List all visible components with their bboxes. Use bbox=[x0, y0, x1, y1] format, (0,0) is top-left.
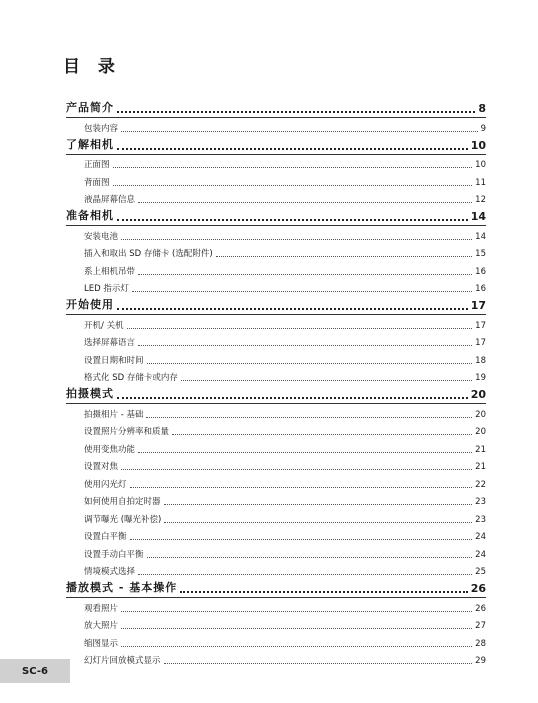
toc-section-title: 开始使用 bbox=[66, 298, 114, 311]
dot-leader bbox=[164, 517, 472, 523]
toc-entry-title: 安装电池 bbox=[84, 231, 119, 242]
toc-entry-title: 缩图显示 bbox=[84, 638, 119, 649]
toc-entry-page: 9 bbox=[480, 123, 486, 134]
toc-entry-title: 正面图 bbox=[84, 160, 110, 170]
toc-section[interactable] bbox=[66, 385, 486, 404]
toc-entry-page: 27 bbox=[475, 621, 486, 631]
dot-leader bbox=[127, 323, 473, 329]
toc-entry[interactable] bbox=[66, 172, 486, 190]
toc-entry-title: 如何使用自拍定时器 bbox=[84, 497, 161, 507]
toc-entry-page: 24 bbox=[475, 532, 486, 542]
toc-entry-title: 设置手动白平衡 bbox=[84, 549, 144, 560]
dot-leader bbox=[138, 197, 472, 203]
dot-leader bbox=[172, 429, 472, 435]
toc-entry-title: 设置白平衡 bbox=[84, 532, 127, 542]
toc-entry[interactable] bbox=[66, 404, 486, 422]
dot-leader bbox=[121, 126, 478, 132]
dot-leader bbox=[138, 569, 472, 575]
toc-entry[interactable] bbox=[66, 544, 486, 562]
dot-leader bbox=[146, 412, 472, 418]
toc-entry-title: 格式化 SD 存储卡或内存 bbox=[84, 373, 178, 383]
toc-entry-page: 23 bbox=[475, 514, 486, 525]
toc-section-title: 准备相机 bbox=[66, 209, 114, 222]
toc-entry[interactable] bbox=[66, 190, 486, 208]
toc-entry-title: 设置对焦 bbox=[84, 462, 119, 472]
dot-leader bbox=[117, 214, 468, 221]
toc-entry-page: 25 bbox=[475, 567, 486, 577]
toc-entry-title: 情境模式选择 bbox=[84, 567, 136, 577]
toc-section-title: 拍摄模式 bbox=[66, 387, 114, 400]
toc-entry[interactable] bbox=[66, 509, 486, 527]
toc-entry-title: 背面图 bbox=[84, 177, 110, 188]
dot-leader bbox=[117, 303, 468, 310]
toc-entry[interactable] bbox=[66, 527, 486, 545]
toc-entry-page: 23 bbox=[475, 497, 486, 507]
toc-entry[interactable] bbox=[66, 350, 486, 368]
toc-entry-page: 20 bbox=[475, 409, 486, 420]
dot-leader bbox=[121, 464, 472, 470]
toc-entry-page: 21 bbox=[475, 462, 486, 472]
toc-entry-title: 使用闪光灯 bbox=[84, 479, 127, 490]
toc-entry-title: 系上相机吊带 bbox=[84, 266, 136, 277]
dot-leader bbox=[117, 143, 468, 150]
toc-section[interactable] bbox=[66, 579, 486, 598]
toc-entry-page: 21 bbox=[475, 444, 486, 455]
toc-entry-title: 液晶屏幕信息 bbox=[84, 195, 136, 205]
dot-leader bbox=[180, 586, 467, 593]
toc-entry-title: 设置照片分辨率和质量 bbox=[84, 427, 170, 437]
dot-leader bbox=[117, 392, 468, 399]
toc-section-page: 10 bbox=[470, 138, 486, 152]
dot-leader bbox=[130, 534, 473, 540]
toc-section-title: 播放模式 - 基本操作 bbox=[66, 581, 178, 594]
dot-leader bbox=[147, 358, 473, 364]
toc-entry[interactable] bbox=[66, 155, 486, 173]
toc-section-title: 了解相机 bbox=[66, 137, 114, 151]
dot-leader bbox=[164, 658, 473, 664]
toc-entry[interactable] bbox=[66, 118, 486, 136]
dot-leader bbox=[113, 162, 473, 168]
toc-entry-title: 使用变焦功能 bbox=[84, 444, 136, 455]
toc-entry[interactable] bbox=[66, 492, 486, 510]
toc-section[interactable] bbox=[66, 136, 486, 155]
toc-section-page: 20 bbox=[470, 388, 486, 401]
toc-section[interactable] bbox=[66, 296, 486, 315]
toc-entry-title: 观看照片 bbox=[84, 603, 119, 614]
toc-entry-title: 放大照片 bbox=[84, 621, 119, 631]
toc-section-page: 26 bbox=[470, 582, 486, 595]
toc-entry-page: 16 bbox=[475, 266, 486, 277]
dot-leader bbox=[113, 180, 473, 186]
toc-entry-title: 选择屏幕语言 bbox=[84, 338, 136, 348]
dot-leader bbox=[130, 482, 473, 488]
toc-entry[interactable] bbox=[66, 333, 486, 351]
toc-section-page: 17 bbox=[470, 299, 486, 312]
toc-entry[interactable] bbox=[66, 261, 486, 279]
toc-entry[interactable] bbox=[66, 616, 486, 634]
toc-entry-title: 开机/ 关机 bbox=[84, 320, 124, 331]
toc-entry-page: 19 bbox=[475, 373, 486, 383]
toc-entry-page: 17 bbox=[475, 338, 486, 348]
toc-entry-page: 29 bbox=[475, 656, 486, 666]
toc-entry[interactable] bbox=[66, 598, 486, 616]
toc-entry-title: 调节曝光 (曝光补偿) bbox=[84, 514, 162, 525]
dot-leader bbox=[138, 447, 472, 453]
toc-entry-page: 11 bbox=[475, 177, 486, 188]
dot-leader bbox=[121, 234, 472, 240]
toc-section[interactable] bbox=[66, 99, 486, 118]
toc-entry-page: 17 bbox=[475, 320, 486, 331]
toc-entry-page: 15 bbox=[475, 249, 486, 259]
toc-entry[interactable] bbox=[66, 651, 486, 669]
page-title: 目 录 bbox=[63, 57, 121, 77]
toc-entry-page: 12 bbox=[475, 195, 486, 205]
dot-leader bbox=[164, 499, 473, 505]
toc-section-title: 产品简介 bbox=[66, 101, 114, 114]
toc-entry[interactable] bbox=[66, 279, 486, 297]
dot-leader bbox=[132, 286, 472, 292]
toc-entry-page: 28 bbox=[475, 638, 486, 649]
page-number-tab: SC-6 bbox=[0, 659, 70, 683]
toc-entry[interactable] bbox=[66, 474, 486, 492]
toc-entry-page: 16 bbox=[475, 284, 486, 294]
toc-entry-page: 14 bbox=[475, 231, 486, 242]
toc-section[interactable] bbox=[66, 207, 486, 226]
toc-entry-title: 幻灯片回放模式显示 bbox=[84, 656, 161, 666]
toc-entry-page: 22 bbox=[475, 479, 486, 490]
toc-entry-page: 10 bbox=[475, 160, 486, 170]
toc-entry[interactable] bbox=[66, 226, 486, 244]
toc-entry[interactable] bbox=[66, 633, 486, 651]
toc-entry[interactable] bbox=[66, 315, 486, 333]
dot-leader bbox=[121, 606, 472, 612]
toc-entry-title: LED 指示灯 bbox=[84, 284, 129, 294]
toc-entry[interactable] bbox=[66, 457, 486, 475]
toc-section-page: 8 bbox=[478, 102, 486, 115]
toc-entry-page: 24 bbox=[475, 549, 486, 560]
toc-entry-page: 20 bbox=[475, 427, 486, 437]
dot-leader bbox=[147, 552, 473, 558]
toc-entry-title: 包装内容 bbox=[84, 123, 119, 134]
dot-leader bbox=[121, 641, 472, 647]
toc-entry[interactable] bbox=[66, 562, 486, 580]
toc-entry-page: 18 bbox=[475, 355, 486, 366]
toc-entry[interactable] bbox=[66, 368, 486, 386]
dot-leader bbox=[117, 106, 475, 113]
toc-entry-title: 拍摄相片 - 基础 bbox=[84, 409, 144, 420]
dot-leader bbox=[216, 251, 472, 257]
toc-entry[interactable] bbox=[66, 244, 486, 262]
toc-entry[interactable] bbox=[66, 422, 486, 440]
toc-entry-title: 插入和取出 SD 存储卡 (选配附件) bbox=[84, 249, 213, 259]
dot-leader bbox=[121, 623, 472, 629]
dot-leader bbox=[138, 269, 472, 275]
table-of-contents bbox=[66, 99, 486, 668]
toc-entry-page: 26 bbox=[475, 603, 486, 614]
toc-section-page: 14 bbox=[470, 210, 486, 223]
toc-entry-title: 设置日期和时间 bbox=[84, 355, 144, 366]
dot-leader bbox=[138, 340, 472, 346]
dot-leader bbox=[181, 375, 472, 381]
toc-entry[interactable] bbox=[66, 439, 486, 457]
